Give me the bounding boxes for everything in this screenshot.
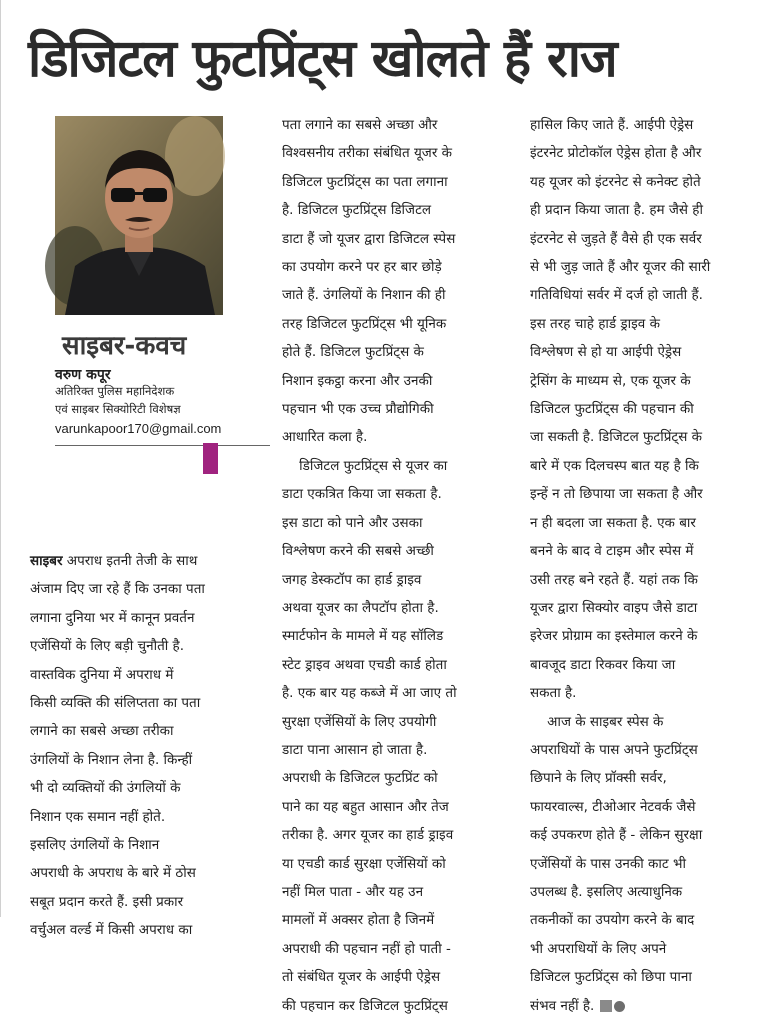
text-line: यह यूजर को इंटरनेट से कनेक्ट होते [530,173,701,190]
text-line: उसी तरह बने रहते हैं. यहां तक कि [530,571,698,588]
author-portrait-icon [55,116,223,315]
end-of-article-icon [600,1000,612,1012]
text-line: विश्वसनीय तरीका संबंधित यूजर के [282,145,452,162]
text-line: पहचान भी एक उच्च प्रौद्योगिकी [282,401,434,418]
text-line: आज के साइबर स्पेस के [530,713,664,730]
text-line: उंगलियों के निशान लेना है. किन्हीं [30,751,193,768]
text-line: भी दो व्यक्तियों की उंगलियों के [30,780,181,797]
text-line: डाटा पाना आसान हो जाता है. [282,741,428,758]
column-label: साइबर-कवच [62,331,187,361]
text-line: अपराधियों के पास अपने फुटप्रिंट्स [530,741,698,758]
text-line: लगाने का सबसे अच्छा तरीका [30,723,174,740]
text-line: अंजाम दिए जा रहे हैं कि उनका पता [30,581,205,598]
article-column-3 [530,111,757,1020]
text-line: निशान एक समान नहीं होते. [30,808,166,825]
author-name: वरुण कपूर [55,367,111,383]
text-line: अपराधी के अपराध के बारे में ठोस [30,865,196,882]
text-line: इस तरह चाहे हार्ड ड्राइव के [530,315,660,332]
author-title-line1: अतिरिक्त पुलिस महानिदेशक [55,384,175,398]
text-line: तरीका है. अगर यूजर का हार्ड ड्राइव [282,827,454,844]
text-line: मामलों में अक्सर होता है जिनमें [282,912,435,929]
text-line: यूजर द्वारा सिक्योर वाइप जैसे डाटा [530,599,698,616]
text-line: बनने के बाद वे टाइम और स्पेस में [530,543,694,560]
text-line: तो संबंधित यूजर के आईपी ऐड्रेस [282,969,441,986]
text-line: अथवा यूजर का लैपटॉप होता है. [282,599,439,616]
text-line: भी अपराधियों के लिए अपने [530,940,667,957]
text-line: इंटरनेट प्रोटोकॉल ऐड्रेस होता है और [530,145,702,162]
text-line: डिजिटल फुटप्रिंट्स की पहचान की [530,401,694,418]
text-line: की पहचान कर डिजिटल फुटप्रिंट्स [282,997,448,1014]
text-line: बावजूद डाटा रिकवर किया जा [530,656,676,673]
text-line: सबूत प्रदान करते हैं. इसी प्रकार [30,893,184,910]
text-line: पाने का यह बहुत आसान और तेज [282,798,449,815]
text-line: है. एक बार यह कब्जे में आ जाए तो [282,685,457,702]
text-line: एजेंसियों के पास उनकी काट भी [530,855,686,872]
text-line: इंटरनेट से जुड़ते हैं वैसे ही एक सर्वर [530,230,702,247]
text-line: सुरक्षा एजेंसियों के लिए उपयोगी [282,713,437,730]
text-line: नहीं मिल पाता - और यह उन [282,883,424,900]
text-line: न ही बदला जा सकता है. एक बार [530,514,696,531]
page-edge [0,0,1,917]
text-line: गतिविधियां सर्वर में दर्ज हो जाती हैं. [530,287,703,304]
text-line: इन्हें न तो छिपाया जा सकता है और [530,486,703,503]
text-line: ट्रेसिंग के माध्यम से, एक यूजर के [530,372,691,389]
text-line: ही प्रदान किया जाता है. हम जैसे ही [530,202,703,219]
text-line: इसलिए उंगलियों के निशान [30,837,160,854]
text-line: साइबर अपराध इतनी तेजी के साथ [30,553,198,569]
text-line: इस डाटा को पाने और उसका [282,514,423,531]
text-line: फायरवाल्स, टीओआर नेटवर्क जैसे [530,798,696,815]
text-line: का उपयोग करने पर हर बार छोड़े [282,259,442,276]
text-line: स्टेट ड्राइव अथवा एचडी कार्ड होता [282,656,447,673]
article-column-1 [30,547,255,945]
text-line: जा सकती है. डिजिटल फुटप्रिंट्स के [530,429,702,446]
text-line: निशान इकट्ठा करना और उनकी [282,372,433,389]
headline: डिजिटल फुटप्रिंट्स खोलते हैं राज [28,29,617,89]
text-line: डिजिटल फुटप्रिंट्स का पता लगाना [282,173,448,190]
text-line: डाटा एकत्रित किया जा सकता है. [282,486,442,503]
text-line: उपलब्ध है. इसलिए अत्याधुनिक [530,883,683,900]
text-line: वास्तविक दुनिया में अपराध में [30,666,174,683]
text-line: अपराधी की पहचान नहीं हो पाती - [282,940,451,957]
text-line: विश्लेषण करने की सबसे अच्छी [282,543,434,560]
text-line: होते हैं. डिजिटल फुटप्रिंट्स के [282,344,424,361]
text-line: छिपाने के लिए प्रॉक्सी सर्वर, [530,770,667,787]
text-line: डिजिटल फुटप्रिंट्स से यूजर का [282,457,448,474]
text-line: अपराधी के डिजिटल फुटप्रिंट को [282,770,438,787]
author-title-line2: एवं साइबर सिक्योरिटी विशेषज्ञ [55,402,181,416]
lead-word: साइबर [30,553,63,569]
text-line: विश्लेषण से हो या आईपी ऐड्रेस [530,344,682,361]
text-line: बारे में एक दिलचस्प बात यह है कि [530,457,699,474]
section-marker [203,443,218,474]
text-line: तकनीकों का उपयोग करने के बाद [530,912,695,929]
text-line: डाटा हैं जो यूजर द्वारा डिजिटल स्पेस [282,230,456,247]
author-photo [55,116,223,315]
text-line: किसी व्यक्ति की संलिप्तता का पता [30,695,201,712]
text-line: लगाना दुनिया भर में कानून प्रवर्तन [30,609,195,626]
author-email[interactable]: varunkapoor170@gmail.com [55,421,222,436]
text-line: स्मार्टफोन के मामले में यह सॉलिड [282,628,444,645]
text-line: तरह डिजिटल फुटप्रिंट्स भी यूनिक [282,315,447,332]
article-column-2 [282,111,510,1020]
text-line: से भी जुड़ जाते हैं और यूजर की सारी [530,259,711,276]
text-line: पता लगाने का सबसे अच्छा और [282,117,438,133]
text-line: वर्चुअल वर्ल्ड में किसी अपराध का [30,922,193,939]
text-line: है. डिजिटल फुटप्रिंट्स डिजिटल [282,202,432,219]
text-line: कई उपकरण होते हैं - लेकिन सुरक्षा [530,827,703,844]
text-line: इरेजर प्रोग्राम का इस्तेमाल करने के [530,628,698,645]
text-line-last: संभव नहीं है. [530,992,757,1020]
text-line: जाते हैं. उंगलियों के निशान की ही [282,287,446,304]
divider [55,445,270,446]
text-line: एजेंसियों के लिए बड़ी चुनौती है. [30,638,185,655]
text-line: आधारित कला है. [282,429,368,446]
text-line: डिजिटल फुटप्रिंट्स को छिपा पाना [530,969,692,986]
text-line: हासिल किए जाते हैं. आईपी ऐड्रेस [530,117,694,133]
text-line: जगह डेस्कटॉप का हार्ड ड्राइव [282,571,422,588]
text-line: या एचडी कार्ड सुरक्षा एजेंसियों को [282,855,446,872]
text-line: सकता है. [530,685,577,702]
